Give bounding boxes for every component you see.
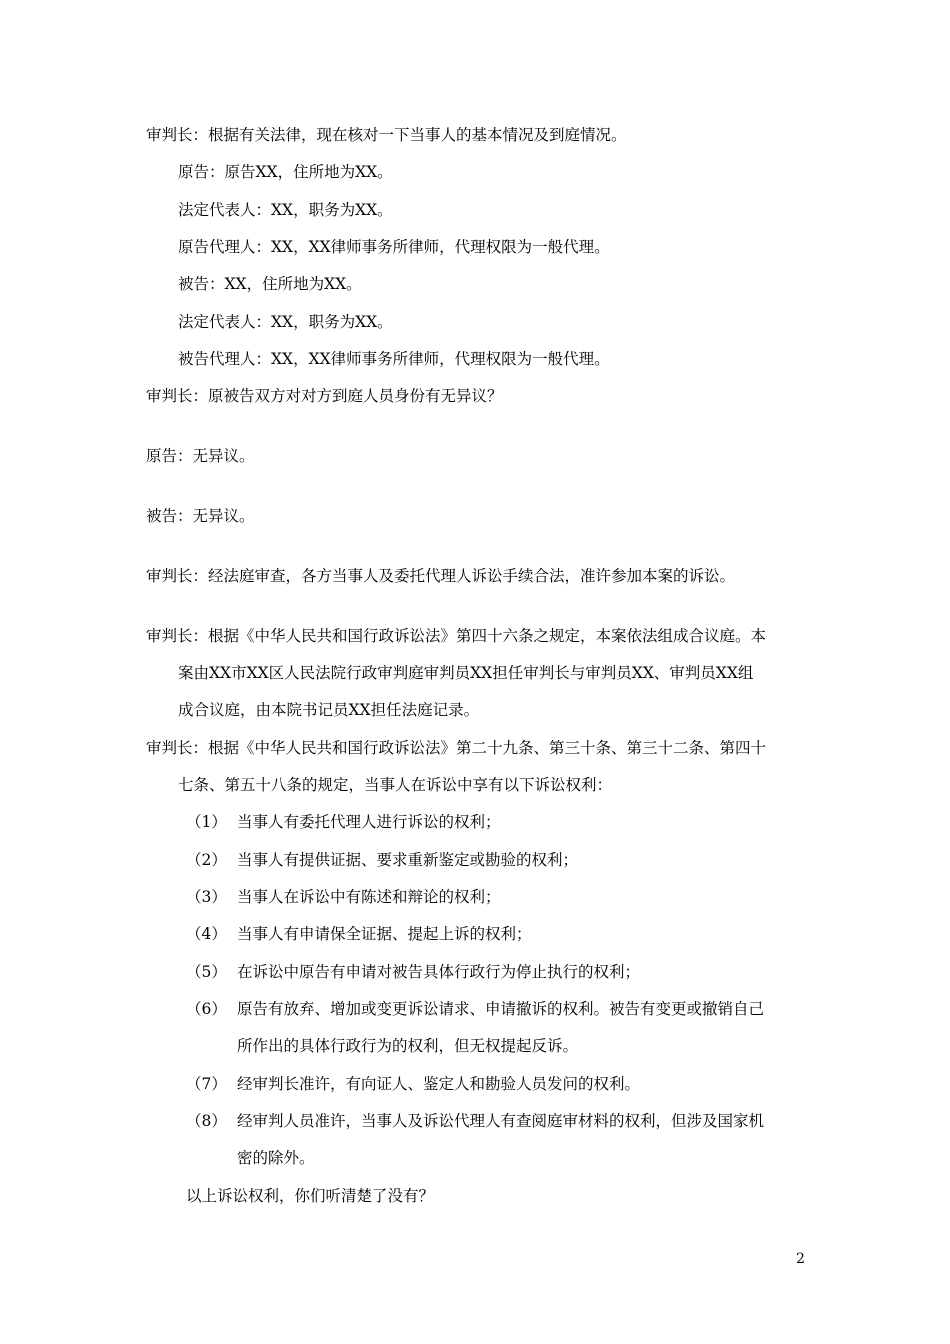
list-item-text-continued: 密的除外。 xyxy=(237,1149,315,1167)
list-item-number: （2） xyxy=(186,851,227,869)
list-item-number: （8） xyxy=(186,1112,227,1130)
paragraph-plaintiff-legal-rep: 法定代表人：XX，职务为XX。 xyxy=(178,201,393,219)
list-item-text: 经审判人员准许，当事人及诉讼代理人有查阅庭审材料的权利，但涉及国家机 xyxy=(237,1112,765,1130)
paragraph-defendant-legal-rep: 法定代表人：XX，职务为XX。 xyxy=(178,313,393,331)
list-item-text: 当事人有委托代理人进行诉讼的权利； xyxy=(237,813,501,831)
paragraph-rights-understood-question: 以上诉讼权利，你们听清楚了没有？ xyxy=(186,1187,435,1205)
list-item-number: （5） xyxy=(186,963,227,981)
paragraph-plaintiff: 原告：原告XX，住所地为XX。 xyxy=(178,163,393,181)
paragraph-rights-intro-line-1: 审判长：根据《中华人民共和国行政诉讼法》第二十九条、第三十条、第三十二条、第四十 xyxy=(146,739,767,757)
paragraph-identity-objection-question: 审判长：原被告双方对对方到庭人员身份有无异议？ xyxy=(146,387,503,405)
paragraph-court-review: 审判长：经法庭审查，各方当事人及委托代理人诉讼手续合法，准许参加本案的诉讼。 xyxy=(146,567,736,585)
list-item-number: （7） xyxy=(186,1075,227,1093)
list-item-text: 当事人有提供证据、要求重新鉴定或勘验的权利； xyxy=(237,851,579,869)
list-item-text-continued: 所作出的具体行政行为的权利，但无权提起反诉。 xyxy=(237,1037,579,1055)
list-item-text: 经审判长准许，有向证人、鉴定人和勘验人员发问的权利。 xyxy=(237,1075,641,1093)
paragraph-plaintiff-agent: 原告代理人：XX，XX律师事务所律师，代理权限为一般代理。 xyxy=(178,238,610,256)
paragraph-presiding-judge-verify: 审判长：根据有关法律，现在核对一下当事人的基本情况及到庭情况。 xyxy=(146,126,627,144)
list-item-number: （3） xyxy=(186,888,227,906)
paragraph-defendant: 被告：XX，住所地为XX。 xyxy=(178,275,362,293)
paragraph-defendant-no-objection: 被告：无异议。 xyxy=(146,507,255,525)
list-item-number: （1） xyxy=(186,813,227,831)
list-item-text: 在诉讼中原告有申请对被告具体行政行为停止执行的权利； xyxy=(237,963,641,981)
list-item-text: 当事人有申请保全证据、提起上诉的权利； xyxy=(237,925,532,943)
list-item-number: （4） xyxy=(186,925,227,943)
paragraph-plaintiff-no-objection: 原告：无异议。 xyxy=(146,447,255,465)
paragraph-collegial-panel-line-2: 案由XX市XX区人民法院行政审判庭审判员XX担任审判长与审判员XX、审判员XX组 xyxy=(178,664,754,682)
list-item-text: 当事人在诉讼中有陈述和辩论的权利； xyxy=(237,888,501,906)
list-item-text: 原告有放弃、增加或变更诉讼请求、申请撤诉的权利。被告有变更或撤销自己 xyxy=(237,1000,765,1018)
list-item-number: （6） xyxy=(186,1000,227,1018)
paragraph-defendant-agent: 被告代理人：XX，XX律师事务所律师，代理权限为一般代理。 xyxy=(178,350,610,368)
paragraph-collegial-panel-line-3: 成合议庭，由本院书记员XX担任法庭记录。 xyxy=(178,701,480,719)
page-number: 2 xyxy=(796,1251,805,1267)
paragraph-rights-intro-line-2: 七条、第五十八条的规定，当事人在诉讼中享有以下诉讼权利： xyxy=(178,776,613,794)
paragraph-collegial-panel-line-1: 审判长：根据《中华人民共和国行政诉讼法》第四十六条之规定，本案依法组成合议庭。本 xyxy=(146,627,767,645)
